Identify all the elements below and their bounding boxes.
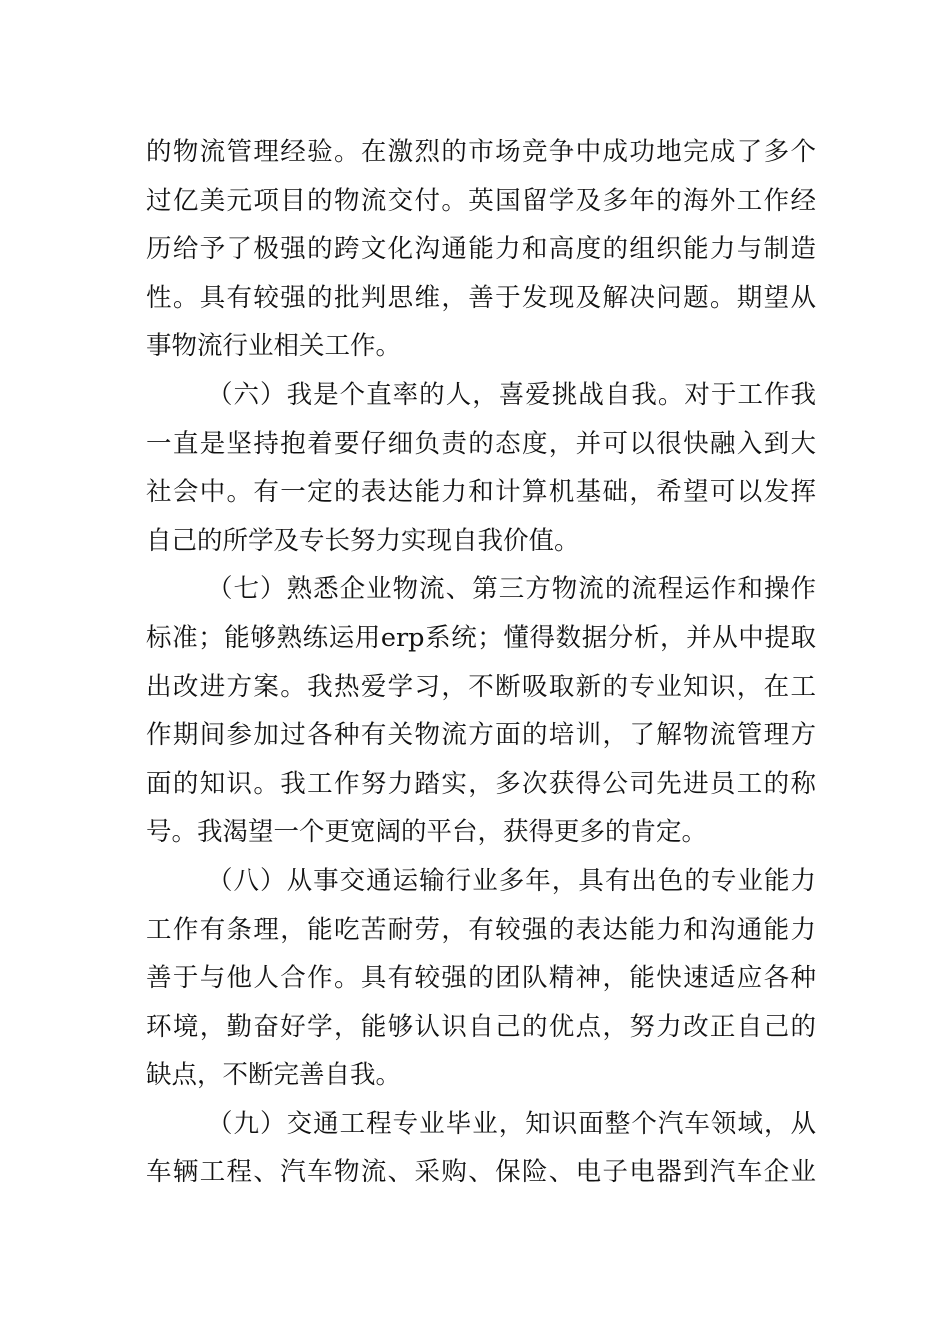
text-line: 车辆工程、汽车物流、采购、保险、电子电器到汽车企业 [146,1157,816,1188]
text-line: 的物流管理经验。在激烈的市场竞争中成功地完成了多个 [146,137,816,167]
text-line: 环境，勤奋好学，能够认识自己的优点，努力改正自己的 [146,1011,816,1042]
text-line: 自己的所学及专长努力实现自我价值。 [146,525,580,556]
text-line: 作期间参加过各种有关物流方面的培训，了解物流管理方 [146,720,816,751]
text-line: 缺点，不断完善自我。 [146,1060,402,1091]
text-line: 工作有条理，能吃苦耐劳，有较强的表达能力和沟通能力 [146,914,816,945]
text-line: 善于与他人合作。具有较强的团队精神，能快速适应各种 [146,963,816,994]
paragraph-nine-start: （九）交通工程专业毕业，知识面整个汽车领域，从 [207,1108,816,1139]
text-line: 号。我渴望一个更宽阔的平台，获得更多的肯定。 [146,817,708,848]
text-line: 面的知识。我工作努力踏实，多次获得公司先进员工的称 [146,768,816,799]
document-body [146,128,816,1197]
paragraph-six-start: （六）我是个直率的人，喜爱挑战自我。对于工作我 [207,379,816,410]
text-line: 出改进方案。我热爱学习，不断吸取新的专业知识，在工 [146,671,816,702]
text-line: 事物流行业相关工作。 [146,331,402,362]
text-line: 社会中。有一定的表达能力和计算机基础，希望可以发挥 [146,477,816,508]
text-line: 一直是坚持抱着要仔细负责的态度，并可以很快融入到大 [146,428,816,459]
text-line: 历给予了极强的跨文化沟通能力和高度的组织能力与制造 [146,234,816,265]
paragraph-eight-start: （八）从事交通运输行业多年，具有出色的专业能力 [207,865,816,896]
text-line: 标准；能够熟练运用erp系统；懂得数据分析，并从中提取 [146,622,816,653]
paragraph-seven-start: （七）熟悉企业物流、第三方物流的流程运作和操作 [207,574,816,605]
text-line: 性。具有较强的批判思维，善于发现及解决问题。期望从 [146,282,816,313]
text-line: 过亿美元项目的物流交付。英国留学及多年的海外工作经 [146,185,816,216]
